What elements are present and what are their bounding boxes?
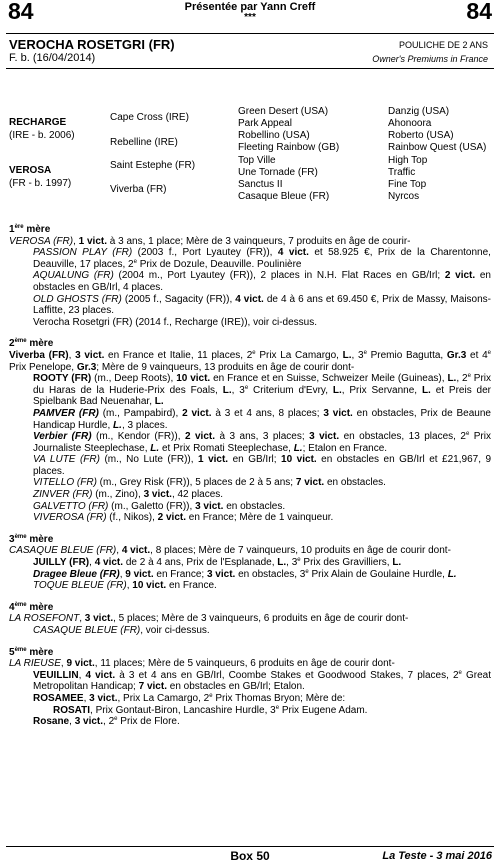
entry: CASAQUE BLEUE (FR), 4 vict., 8 places; Mère de 7 vainqueurs, 10 produits en âge de courir dont- <box>9 545 451 557</box>
ggg-parent: High Top <box>388 155 428 166</box>
horse-details: F. b. (16/04/2014) <box>9 52 96 64</box>
entry: VIVEROSA (FR) (f., Nikos), 2 vict. en France; Mère de 1 vainqueur. <box>33 512 334 524</box>
entry: OLD GHOSTS (FR) (2005 f., Sagacity (FR)), 4 vict. de 4 à 6 ans et 69.450 €, Prix de Massy, Maisons-Laffitte, 23 places. <box>33 293 491 317</box>
dam-info: (FR - b. 1997) <box>9 178 72 189</box>
sire-name: RECHARGE <box>9 117 67 128</box>
entry: Verbier (FR) (m., Kendor (FR)), 2 vict. à 3 ans, 3 places; 3 vict. en obstacles, 13 places, 2e Prix Journaliste Steeplechase, L. et Prix Romati Steeplechase, L.; Etalon en France. <box>33 431 491 454</box>
great-grandparent: Fleeting Rainbow (GB) <box>238 142 340 153</box>
stars: *** <box>244 12 256 23</box>
sale-info: La Teste - 3 mai 2016 <box>382 850 492 862</box>
box-number: Box 50 <box>230 849 270 863</box>
entry: VA LUTE (FR) (m., No Lute (FR)), 1 vict. en GB/Irl; 10 vict. en obstacles en GB/Irl et £21,967, 9 places. <box>33 454 492 477</box>
entry: ROOTY (FR) (m., Deep Roots), 10 vict. en France et en Suisse, Schweizer Meile (Guineas), L., 2e Prix du Haras de la Huderie-Prix des Foals, L., 3e Criterium d'Evry, L., Prix Servanne, L. et Preis der Spielbank Bad Neuenahar, L. <box>33 373 492 408</box>
entry: ROSAMEE, 3 vict., Prix La Camargo, 2e Prix Thomas Bryon; Mère de: <box>33 692 346 704</box>
ggg-parent: Danzig (USA) <box>388 106 450 117</box>
great-grandparent: Casaque Bleue (FR) <box>238 191 330 202</box>
entry: Rosane, 3 vict., 2e Prix de Flore. <box>33 716 180 728</box>
ggg-parent: Traffic <box>388 167 416 178</box>
entry: Verocha Rosetgri (FR) (2014 f., Recharge (IRE)), voir ci-dessus. <box>33 316 317 328</box>
great-grandparent: Robellino (USA) <box>238 130 310 141</box>
entry: TOQUE BLEUE (FR), 10 vict. en France. <box>33 580 217 592</box>
grandparent: Viverba (FR) <box>110 184 167 195</box>
section-heading-2: 2ème mère <box>9 338 54 350</box>
ggg-parent: Fine Top <box>388 179 427 190</box>
great-grandparent: Green Desert (USA) <box>238 106 329 117</box>
entry: VEROSA (FR), 1 vict. à 3 ans, 1 place; Mère de 3 vainqueurs, 7 produits en âge de courir- <box>9 235 411 247</box>
entry: PAMVER (FR) (m., Pampabird), 2 vict. à 3 et 4 ans, 8 places; 3 vict. en obstacles, Prix de Beaune Handicap Hurdle, L., 3 places. <box>33 407 491 431</box>
great-grandparent: Top Ville <box>238 155 276 166</box>
entry: VEUILLIN, 4 vict. à 3 et 4 ans en GB/Irl, Coombe Stakes et Goodwood Stakes, 7 places, 2e Great Metropolitan Handicap; 7 vict. en obstacles en GB/Irl; Etalon. <box>33 669 492 693</box>
horse-type: POULICHE DE 2 ANS <box>398 40 488 50</box>
section-heading-5: 5ème mère <box>9 646 54 658</box>
entry: Dragee Bleue (FR), 9 vict. en France; 3 vict. en obstacles, 3e Prix Alain de Goulaine Hurdle, L. <box>33 568 457 580</box>
great-grandparent: Sanctus II <box>238 179 283 190</box>
great-grandparent: Park Appeal <box>238 118 292 129</box>
ggg-parent: Rainbow Quest (USA) <box>388 142 487 153</box>
ggg-parent: Roberto (USA) <box>388 130 454 141</box>
section-heading-3: 3ème mère <box>9 533 54 545</box>
entry: CASAQUE BLEUE (FR), voir ci-dessus. <box>33 625 210 636</box>
entry: VITELLO (FR) (m., Grey Risk (FR)), 5 places de 2 à 5 ans; 7 vict. en obstacles. <box>33 477 386 489</box>
lot-number-right: 84 <box>466 0 492 24</box>
lot-number-left: 84 <box>8 0 34 24</box>
grandparent: Saint Estephe (FR) <box>110 160 196 171</box>
footer-rule <box>6 846 494 847</box>
presented-by: Présentée par Yann Creff <box>184 1 316 13</box>
top-rule <box>6 33 494 34</box>
grandparent: Cape Cross (IRE) <box>110 112 189 123</box>
ggg-parent: Nyrcos <box>388 191 420 202</box>
ggg-parent: Ahonoora <box>388 118 432 129</box>
grandparent: Rebelline (IRE) <box>110 137 178 148</box>
header-rule <box>6 68 494 69</box>
entry: ROSATI, Prix Gontaut-Biron, Lancashire Hurdle, 3e Prix Eugene Adam. <box>53 704 368 716</box>
section-heading-1: 1ère mère <box>9 224 51 235</box>
catalogue-body <box>9 224 491 728</box>
entry: LA ROSEFONT, 3 vict., 5 places; Mère de 3 vainqueurs, 6 produits en âge de courir dont- <box>9 613 409 625</box>
section-heading-4: 4ème mère <box>9 601 54 613</box>
owners-premiums: Owner's Premiums in France <box>372 54 488 64</box>
horse-name: VEROCHA ROSETGRI (FR) <box>9 37 175 52</box>
great-grandparent: Une Tornade (FR) <box>238 167 318 178</box>
entry: LA RIEUSE, 9 vict., 11 places; Mère de 5 vainqueurs, 6 produits en âge de courir dont- <box>9 658 395 670</box>
entry: GALVETTO (FR) (m., Galetto (FR)), 3 vict. en obstacles. <box>33 500 286 512</box>
dam-name: VEROSA <box>9 165 52 176</box>
entry: JUILLY (FR), 4 vict. de 2 à 4 ans, Prix de l'Esplanade, L., 3e Prix des Gravilliers, L. <box>33 557 402 569</box>
entry: Viverba (FR), 3 vict. en France et Italie, 11 places, 2e Prix La Camargo, L., 3e Premio Bagutta, Gr.3 et 4e Prix Penelope, Gr.3; Mère de 9 vainqueurs, 13 produits en âge de courir dont- <box>9 349 491 373</box>
entry: ZINVER (FR) (m., Zino), 3 vict., 42 places. <box>33 489 224 501</box>
entry: PASSION PLAY (FR) (2003 f., Port Lyautey (FR)), 4 vict. et 58.925 €, Prix de la Charentonne, Deauville, 17 places, 2e Prix de Dozule, Deauville. Poulinière <box>33 247 491 270</box>
sire-info: (IRE - b. 2006) <box>9 130 75 141</box>
entry: AQUALUNG (FR) (2004 m., Port Lyautey (FR)), 2 places in N.H. Flat Races en GB/Irl; 2 vict. en obstacles en GB/Irl, 4 places. <box>33 270 491 293</box>
